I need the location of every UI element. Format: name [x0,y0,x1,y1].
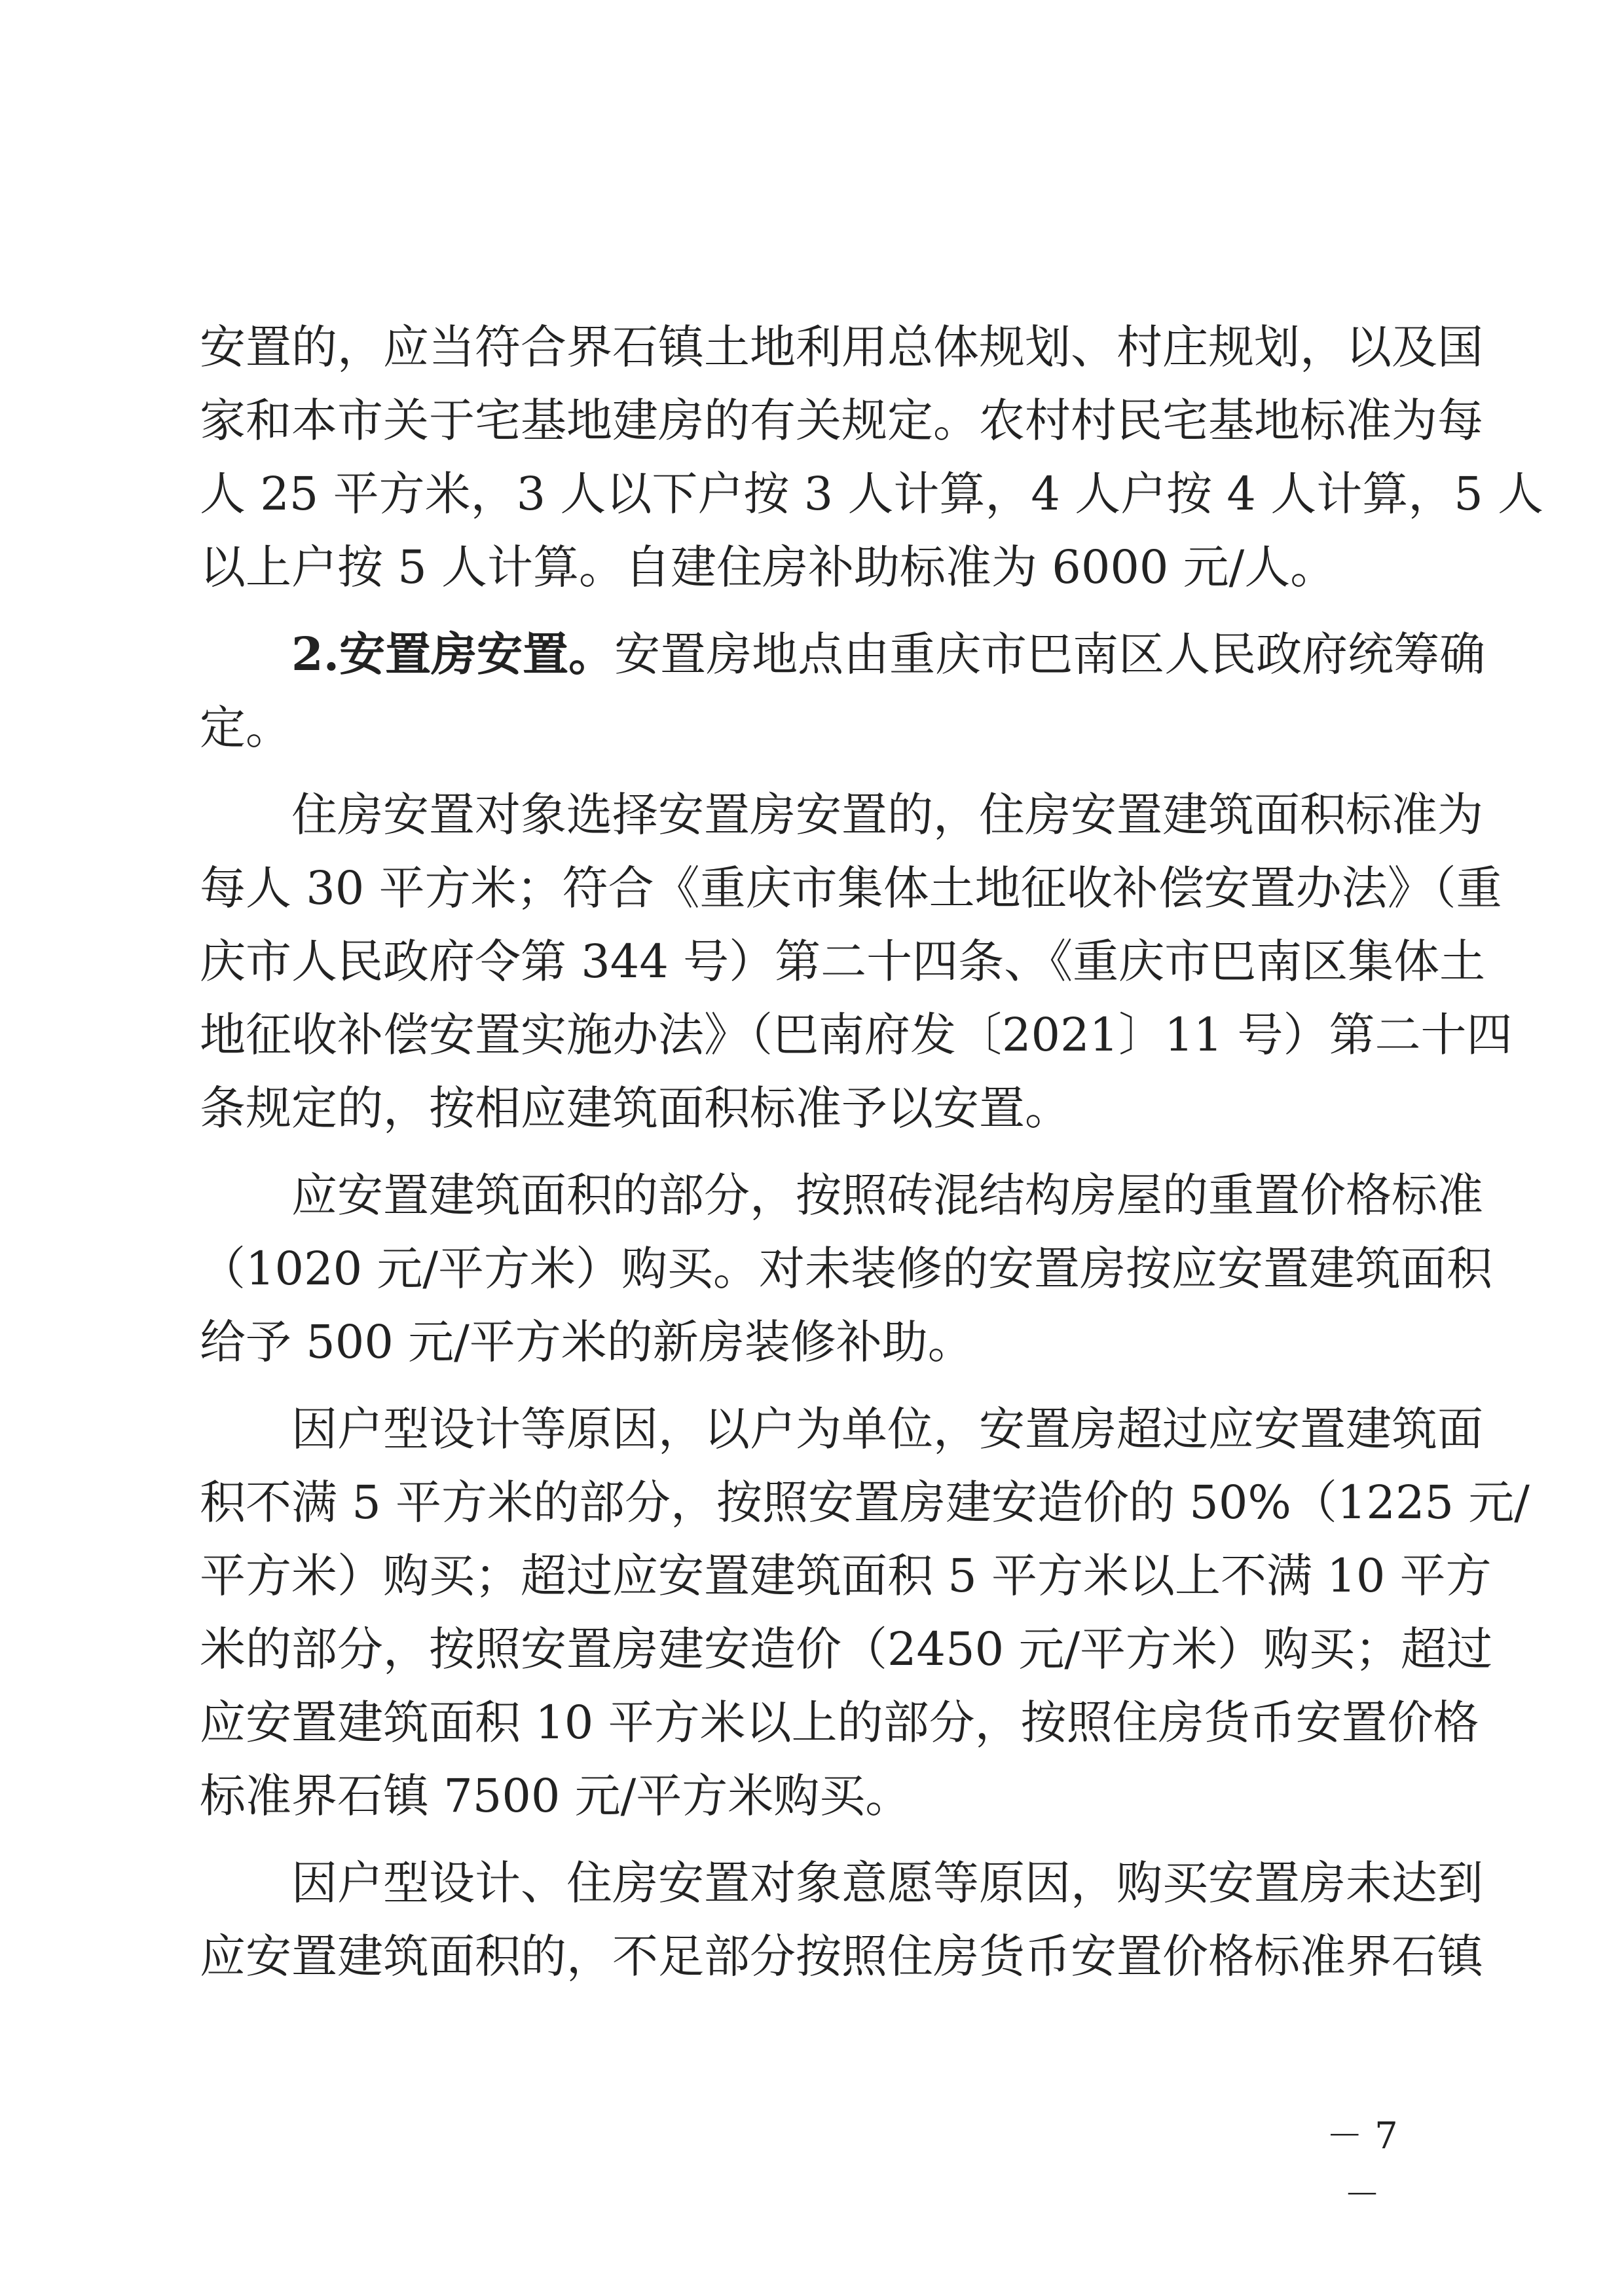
paragraph-1-line-4: 以上户按 5 人计算。自建住房补助标准为 6000 元/人。 [200,540,1337,594]
paragraph-3-line-4: 地征收补偿安置实施办法》（巴南府发〔2021〕11 号）第二十四 [200,1008,1513,1062]
paragraph-5-line-1: 因户型设计等原因，以户为单位，安置房超过应安置建筑面 [291,1402,1483,1456]
paragraph-2-line-1 [291,618,1486,691]
paragraph-5-line-6: 标准界石镇 7500 元/平方米购买。 [200,1769,912,1823]
page-number: － 7 － [1326,2115,1398,2216]
paragraph-3-line-3: 庆市人民政府令第 344 号）第二十四条、《重庆市巴南区集体土 [200,935,1486,988]
paragraph-2-line-2: 定。 [200,701,291,755]
section-heading: 2.安置房安置。 [291,627,615,681]
paragraph-2-text: 安置房地点由重庆市巴南区人民政府统筹确 [614,627,1486,681]
paragraph-1-line-1: 安置的，应当符合界石镇土地利用总体规划、村庄规划，以及国 [200,320,1483,374]
paragraph-1-line-3: 人 25 平方米，3 人以下户按 3 人计算，4 人户按 4 人计算，5 人 [200,467,1544,521]
paragraph-6-line-1: 因户型设计、住房安置对象意愿等原因，购买安置房未达到 [291,1856,1483,1910]
paragraph-3-line-5: 条规定的，按相应建筑面积标准予以安置。 [200,1081,1071,1135]
paragraph-4-line-1: 应安置建筑面积的部分，按照砖混结构房屋的重置价格标准 [291,1168,1483,1222]
paragraph-3-line-1: 住房安置对象选择安置房安置的，住房安置建筑面积标准为 [291,788,1483,842]
paragraph-5-line-4: 米的部分，按照安置房建安造价（2450 元/平方米）购买；超过 [200,1622,1492,1676]
paragraph-4-line-3: 给予 500 元/平方米的新房装修补助。 [200,1315,974,1369]
paragraph-6-line-2: 应安置建筑面积的，不足部分按照住房货币安置价格标准界石镇 [200,1930,1483,1983]
paragraph-3-line-2: 每人 30 平方米；符合《重庆市集体土地征收补偿安置办法》（重 [200,861,1502,915]
paragraph-1-line-2: 家和本市关于宅基地建房的有关规定。农村村民宅基地标准为每 [200,394,1483,447]
paragraph-5-line-2: 积不满 5 平方米的部分，按照安置房建安造价的 50%（1225 元/ [200,1476,1530,1529]
paragraph-5-line-3: 平方米）购买；超过应安置建筑面积 5 平方米以上不满 10 平方 [200,1549,1492,1603]
paragraph-5-line-5: 应安置建筑面积 10 平方米以上的部分，按照住房货币安置价格 [200,1696,1479,1749]
paragraph-4-line-2: （1020 元/平方米）购买。对未装修的安置房按应安置建筑面积 [200,1242,1492,1296]
